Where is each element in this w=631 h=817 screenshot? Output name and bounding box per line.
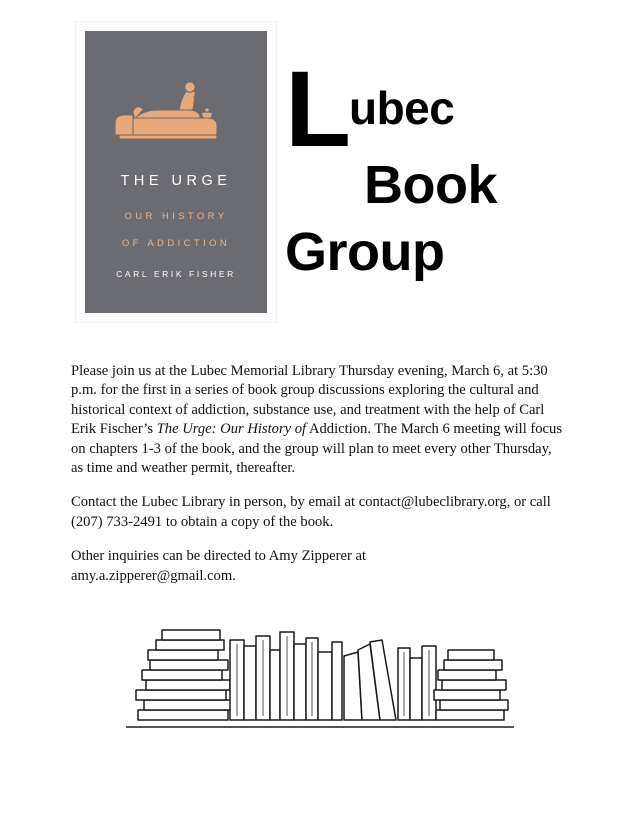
cover-title: THE URGE	[120, 173, 232, 189]
title-drop-cap: L	[285, 48, 349, 169]
cover-author: CARL ERIK FISHER	[116, 269, 236, 279]
title-lubec-rest: ubec	[348, 82, 455, 134]
title-line-lubec	[285, 48, 455, 169]
body-text	[71, 362, 563, 586]
paragraph-1-part-b: Addiction. The March 6 meeting will focus on chapters 1-3 of the book, and the group will plan to meet every other Thursday, as time and weather permit, thereafter.	[71, 421, 563, 477]
paragraph-1	[71, 362, 563, 478]
title-line-book: Book	[364, 155, 497, 215]
paragraph-3-line-2: amy.a.zipperer@gmail.com.	[71, 567, 236, 584]
book-title-italic: The Urge: Our History of	[156, 421, 307, 438]
stacked-books-illustration	[118, 592, 518, 772]
title-line-group: Group	[285, 222, 445, 282]
cover-subtitle-line-1: OUR HISTORY	[124, 211, 228, 222]
cover-subtitle-line-2: OF ADDICTION	[121, 238, 231, 249]
paragraph-3	[71, 547, 563, 586]
book-cover-art-panel	[85, 31, 267, 313]
paragraph-1-part-a: Please join us at the Lubec Memorial Library Thursday evening, March 6, at 5:30 p.m. for the first in a series of book group discussions exploring the cultural and historical context of addiction, substance use, and treatment with the help of Carl Erik Fischer’s	[71, 363, 548, 438]
page-title	[285, 48, 615, 300]
book-cover-image	[76, 22, 276, 322]
paragraph-2: Contact the Lubec Library in person, by email at contact@lubeclibrary.org, or call (207) 733-2491 to obtain a copy of the book.	[71, 494, 551, 530]
reclining-figure-illustration	[101, 79, 251, 149]
paragraph-3-line-1: Other inquiries can be directed to Amy Zipperer at	[71, 548, 367, 565]
